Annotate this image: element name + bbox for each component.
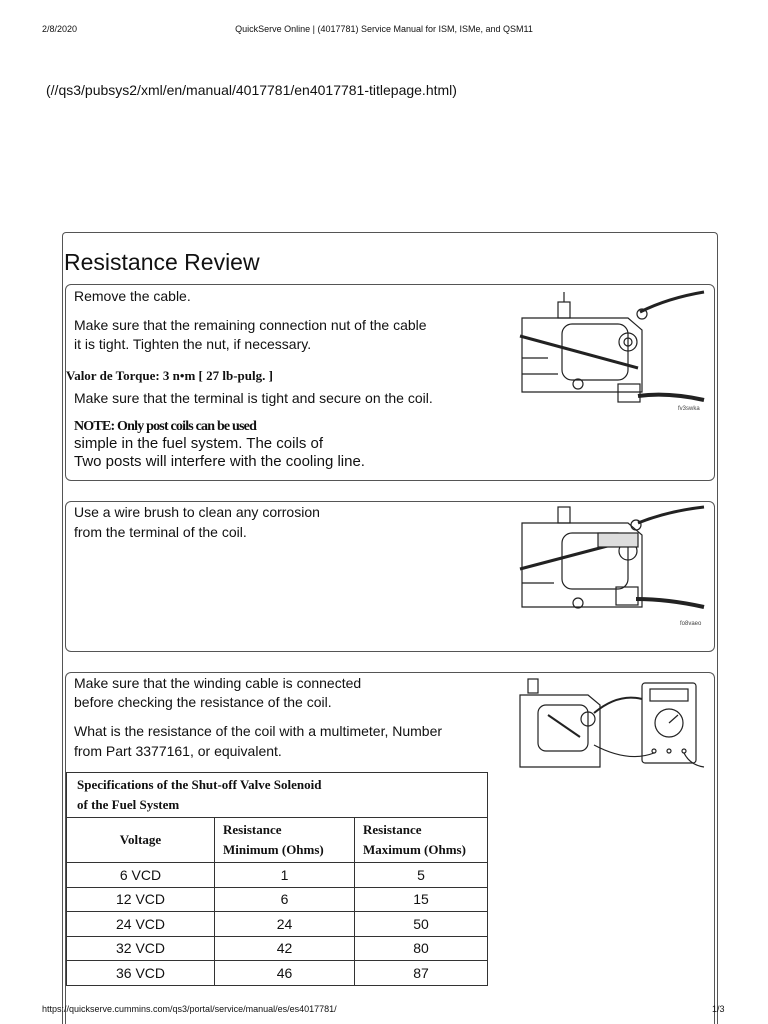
- table-row: [67, 961, 488, 986]
- table-row: [67, 912, 488, 937]
- step1-check-terminal: Make sure that the terminal is tight and secure on the coil.: [74, 390, 433, 406]
- table-row: [67, 863, 488, 888]
- step1-check-nut-line2: it is tight. Tighten the nut, if necessary.: [74, 336, 312, 352]
- coil-terminal-illustration: [518, 288, 708, 413]
- voltage-cell: 6 VCD: [67, 863, 215, 888]
- column-header-voltage: Voltage: [67, 818, 215, 863]
- min-resistance-cell: 6: [215, 887, 355, 912]
- max-resistance-cell: 5: [355, 863, 488, 888]
- resistance-spec-table: [66, 772, 488, 986]
- step1-note-line3: Two posts will interfere with the cooling line.: [74, 453, 365, 470]
- voltage-cell: 12 VCD: [67, 887, 215, 912]
- page-header-date: 2/8/2020: [42, 24, 78, 34]
- manual-url-link[interactable]: (//qs3/pubsys2/xml/en/manual/4017781/en4017781-titlepage.html): [46, 82, 457, 98]
- table-row: [67, 936, 488, 961]
- voltage-cell: 32 VCD: [67, 936, 215, 961]
- min-resistance-cell: 46: [215, 961, 355, 986]
- step3-multimeter-line2: from Part 3377161, or equivalent.: [74, 743, 282, 759]
- page-title: Resistance Review: [64, 249, 260, 275]
- page-footer-number: 1/3: [712, 1004, 725, 1014]
- min-resistance-cell: 42: [215, 936, 355, 961]
- max-resistance-cell: 87: [355, 961, 488, 986]
- column-header-min-resistance: Resistance Minimum (Ohms): [215, 818, 355, 863]
- step1-torque-value: Valor de Torque: 3 n•m [ 27 lb-pulg. ]: [66, 368, 273, 383]
- table-caption: Specifications of the Shut-off Valve Solenoid of the Fuel System: [67, 773, 488, 818]
- max-resistance-cell: 15: [355, 887, 488, 912]
- column-header-max-resistance: Resistance Maximum (Ohms): [355, 818, 488, 863]
- step2-wire-brush-line1: Use a wire brush to clean any corrosion: [74, 504, 320, 520]
- voltage-cell: 24 VCD: [67, 912, 215, 937]
- multimeter-illustration: [518, 675, 708, 770]
- voltage-cell: 36 VCD: [67, 961, 215, 986]
- step3-check-cable-line1: Make sure that the winding cable is connected: [74, 675, 362, 691]
- step1-check-nut-line1: Make sure that the remaining connection nut of the cable: [74, 317, 427, 333]
- step1-remove-cable: Remove the cable.: [74, 288, 191, 304]
- step2-wire-brush-line2: from the terminal of the coil.: [74, 524, 247, 540]
- page-header-title: QuickServe Online | (4017781) Service Manual for ISM, ISMe, and QSM11: [235, 24, 533, 34]
- step3-check-cable-line2: before checking the resistance of the coil.: [74, 694, 332, 710]
- min-resistance-cell: 24: [215, 912, 355, 937]
- table-row: [67, 887, 488, 912]
- figure-code-1: fv3swka: [678, 406, 700, 412]
- max-resistance-cell: 80: [355, 936, 488, 961]
- page-footer-url[interactable]: https://quickserve.cummins.com/qs3/portal/service/manual/es/es4017781/: [42, 1004, 337, 1014]
- figure-code-2: fo8vaeo: [680, 621, 702, 627]
- wire-brush-illustration: [518, 503, 708, 628]
- min-resistance-cell: 1: [215, 863, 355, 888]
- step3-multimeter-line1: What is the resistance of the coil with a multimeter, Number: [74, 723, 443, 739]
- step1-note-line2: simple in the fuel system. The coils of: [74, 435, 323, 452]
- max-resistance-cell: 50: [355, 912, 488, 937]
- step1-note: NOTE: Only post coils can be used: [74, 419, 257, 434]
